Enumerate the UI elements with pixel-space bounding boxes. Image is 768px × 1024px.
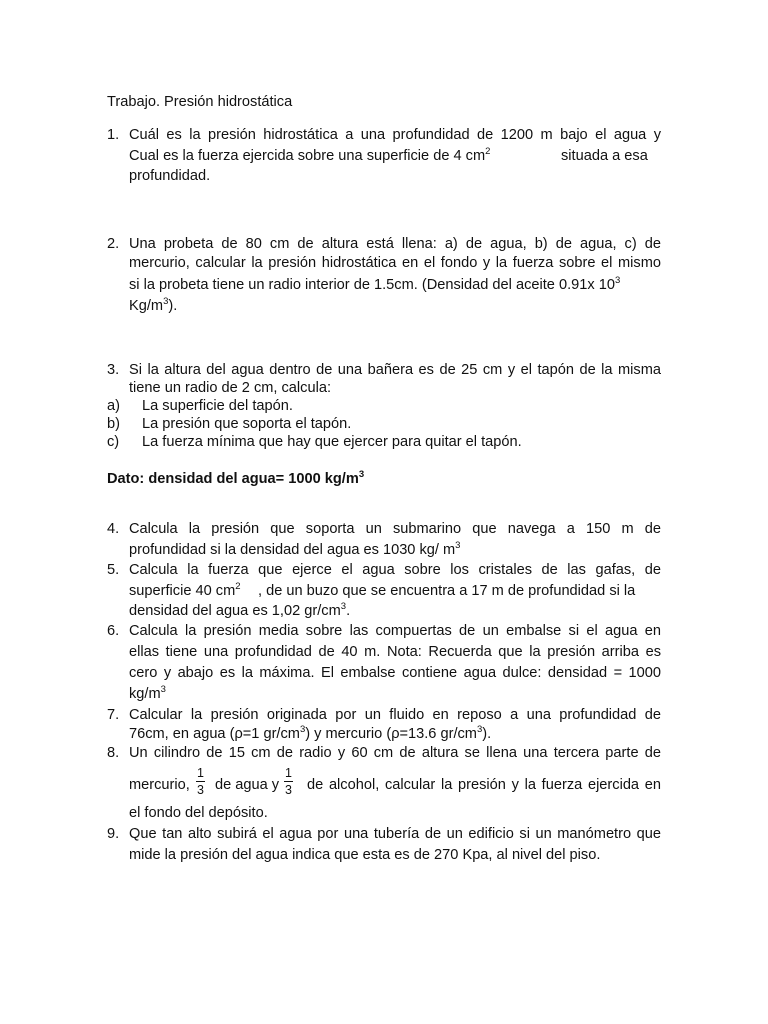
question-text-line: profundidad si la densidad del agua es 1030 kg/ $m^3$ xyxy=(129,540,461,558)
question-text-line: Cuál es la presión hidrostática a una profundidad de 1200 m bajo el agua y xyxy=(129,127,661,143)
question-text-line: Una probeta de 80 cm de altura está llena: a) de agua, b) de agua, c) de xyxy=(129,236,661,252)
sub-item-text: La superficie del tapón. xyxy=(142,398,293,414)
question-number: 4. xyxy=(107,521,120,537)
question-number: 1. xyxy=(107,127,120,143)
question-number: 9. xyxy=(107,826,120,842)
question-text-line: Calcula la presión media sobre las compuertas de un embalse si el agua en xyxy=(129,623,661,639)
question-text-line: $Kg/m^3$). xyxy=(129,296,178,314)
question-text-line: tiene un radio de 2 cm, calcula: xyxy=(129,380,331,396)
question-text-line: cero y abajo es la máxima. El embalse contiene agua dulce: densidad = 1000 xyxy=(129,665,661,681)
question-text-line: Calcula la fuerza que ejerce el agua sobre los cristales de las gafas, de xyxy=(129,562,661,578)
question-text-line: Calcula la presión que soporta un submarino que navega a 150 m de xyxy=(129,521,661,537)
question-text-line: Que tan alto subirá el agua por una tubería de un edificio si un manómetro que xyxy=(129,826,661,842)
sub-item-letter: b) xyxy=(107,416,120,432)
question-text-line: de agua y xyxy=(215,777,280,793)
question-number: 5. xyxy=(107,562,120,578)
question-text-line: el fondo del depósito. xyxy=(129,805,268,821)
question-number: 2. xyxy=(107,236,120,252)
data-note: Dato: densidad del agua= 1000 $kg/m^3$ xyxy=(107,469,365,487)
question-number: 3. xyxy=(107,362,120,378)
sub-item-text: La fuerza mínima que hay que ejercer para quitar el tapón. xyxy=(142,434,522,450)
sub-item-letter: a) xyxy=(107,398,120,414)
question-number: 8. xyxy=(107,745,120,761)
question-text-line: Cual es la fuerza ejercida sobre una superficie de 4 $cm^2$ xyxy=(129,146,491,164)
fraction-one-third: 1 3 xyxy=(285,766,292,797)
question-text-line: ellas tiene una profundidad de 40 m. Nota: Recuerda que la presión arriba es xyxy=(129,644,661,660)
question-text-line: de alcohol, calcular la presión y la fuerza ejercida en xyxy=(307,777,661,793)
question-text-line: 76cm, en agua (ρ=1 $gr/cm^3$) y mercurio (ρ=13.6 $gr/cm^3$). xyxy=(129,724,492,742)
question-text-line: , de un buzo que se encuentra a 17 m de profundidad si la xyxy=(258,583,636,599)
question-text-line: Un cilindro de 15 cm de radio y 60 cm de altura se llena una tercera parte de xyxy=(129,745,661,761)
question-text-line: Calcular la presión originada por un fluido en reposo a una profundidad de xyxy=(129,707,661,723)
question-text-line: mide la presión del agua indica que esta es de 270 Kpa, al nivel del piso. xyxy=(129,847,601,863)
fraction-one-third: 1 3 xyxy=(197,766,204,797)
sub-item-text: La presión que soporta el tapón. xyxy=(142,416,352,432)
document-title: Trabajo. Presión hidrostática xyxy=(107,94,293,110)
question-number: 6. xyxy=(107,623,120,639)
question-text-line: situada a esa xyxy=(561,148,648,164)
question-text-line: mercurio, xyxy=(129,777,190,793)
sub-item-letter: c) xyxy=(107,434,120,450)
question-text-line: densidad del agua es 1,02 $gr/cm^3$. xyxy=(129,601,351,619)
question-text-line: si la probeta tiene un radio interior de 1.5cm. (Densidad del aceite 0.91x $10^3$ xyxy=(129,275,621,293)
question-text-line: $kg/m^3$ xyxy=(129,684,166,702)
question-text-line: Si la altura del agua dentro de una bañera es de 25 cm y el tapón de la misma xyxy=(129,362,661,378)
question-text-line: profundidad. xyxy=(129,168,211,184)
question-text-line: superficie 40 $cm^2$ xyxy=(129,581,241,599)
question-number: 7. xyxy=(107,707,120,723)
question-text-line: mercurio, calcular la presión hidrostática en el fondo y la fuerza sobre el mismo xyxy=(129,255,661,271)
